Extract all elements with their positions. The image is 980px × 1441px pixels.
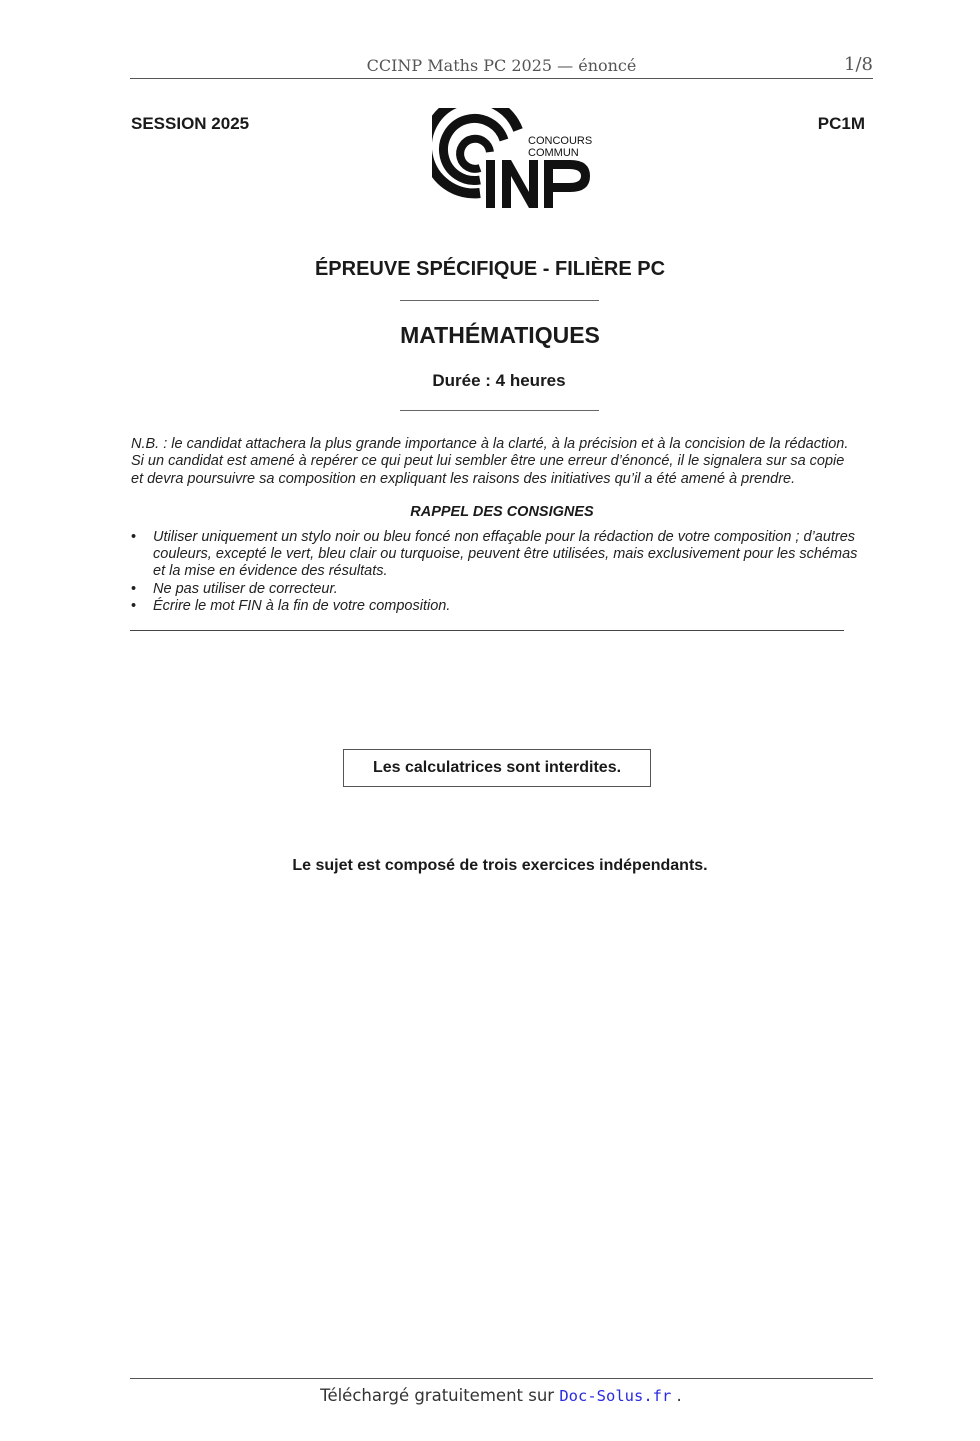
rappel-heading: RAPPEL DES CONSIGNES <box>410 504 594 520</box>
running-header <box>130 54 873 79</box>
divider-bottom <box>400 410 599 411</box>
footer <box>0 1386 980 1405</box>
concours-commun-inp-logo <box>432 108 607 216</box>
list-item <box>131 598 876 615</box>
page-number: 1/8 <box>844 54 873 75</box>
list-item <box>131 581 876 598</box>
list-item-line: Utiliser uniquement un stylo noir ou bleu foncé non effaçable pour la rédaction de votre composition ; d’autres <box>153 529 856 545</box>
session-label: SESSION 2025 <box>131 114 250 133</box>
bullet-icon: • <box>131 580 137 597</box>
list-item-line: couleurs, excepté le vert, bleu clair ou turquoise, peuvent être utilisées, mais exclusivement pour les schémas <box>153 546 858 563</box>
bullet-icon: • <box>131 597 137 614</box>
logo-text-commun: COMMUN <box>528 147 579 159</box>
logo-text-concours: CONCOURS <box>528 135 593 147</box>
exam-code: PC1M <box>817 114 865 133</box>
footer-divider <box>130 1378 873 1379</box>
list-item <box>131 529 876 581</box>
doc-solus-link[interactable]: Doc-Solus.fr <box>559 1387 672 1405</box>
nb-paragraph <box>131 436 876 488</box>
running-title: CCINP Maths PC 2025 — énoncé <box>366 56 637 75</box>
composition-note: Le sujet est composé de trois exercices indépendants. <box>292 857 708 874</box>
nb-line: N.B. : le candidat attachera la plus grande importance à la clarté, à la précision et à la concision de la rédaction. <box>131 436 849 452</box>
section-divider <box>130 630 844 631</box>
footer-text: Téléchargé gratuitement sur <box>320 1386 560 1405</box>
calculators-notice: Les calculatrices sont interdites. <box>343 749 651 787</box>
nb-line: Si un candidat est amené à repérer ce qui peut lui sembler être une erreur d’énoncé, il le signalera sur sa copie <box>131 453 845 470</box>
bullet-icon: • <box>131 529 137 545</box>
list-item-line: et la mise en évidence des résultats. <box>153 563 388 580</box>
consignes-list <box>131 529 876 615</box>
list-item-line: Ne pas utiliser de correcteur. <box>153 580 338 597</box>
subject-title: MATHÉMATIQUES <box>400 322 600 348</box>
exam-type-title: ÉPREUVE SPÉCIFIQUE - FILIÈRE PC <box>314 258 666 280</box>
footer-suffix: . <box>671 1386 682 1405</box>
nb-line: et devra poursuivre sa composition en expliquant les raisons des initiatives qu’il a été amené à prendre. <box>131 470 796 487</box>
divider-top <box>400 300 599 301</box>
list-item-line: Écrire le mot FIN à la fin de votre composition. <box>153 597 451 614</box>
duration-label: Durée : 4 heures <box>432 371 566 390</box>
